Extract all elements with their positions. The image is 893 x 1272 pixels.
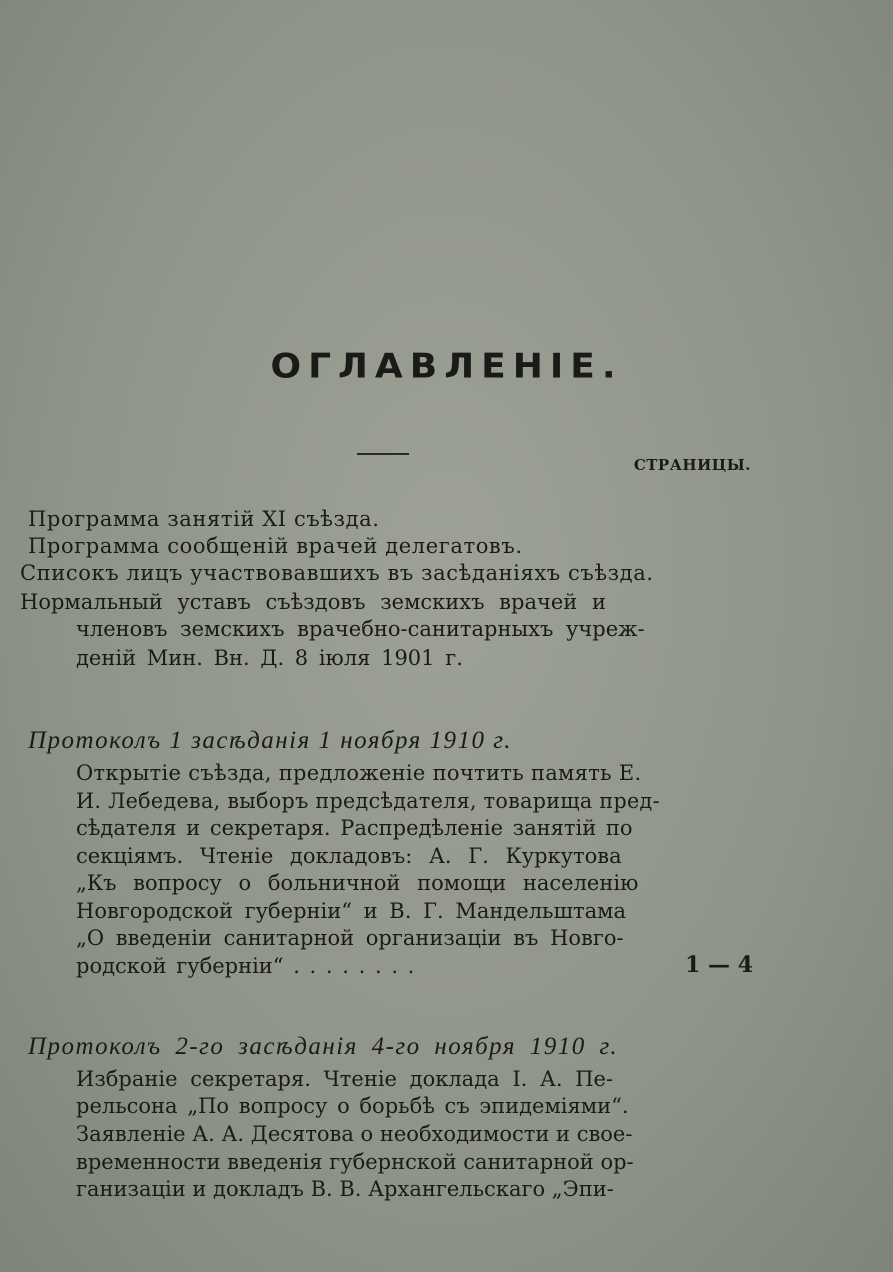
pages-column-header: СТРАНИЦЫ. bbox=[633, 456, 751, 474]
protocol-2-line: временности введенія губернской санитарной ор- bbox=[76, 1150, 634, 1174]
protocol-1-title: Протоколъ 1 засѣданія 1 ноября 1910 г. bbox=[28, 727, 512, 754]
protocol-1-line: „Къ вопросу о больничной помощи населенію bbox=[76, 871, 639, 895]
toc-entry-participants: Списокъ лицъ участвовавшихъ въ засѣданіяхъ съѣзда. bbox=[20, 561, 654, 585]
protocol-1-line: „О введеніи санитарной организаціи въ Новго- bbox=[76, 926, 624, 950]
protocol-1-line: И. Лебедева, выборъ предсѣдателя, товарища пред- bbox=[76, 789, 660, 813]
protocol-1-line: Новгородской губерніи“ и В. Г. Мандельштама bbox=[76, 899, 627, 923]
toc-entry-charter: Нормальный уставъ съѣздовъ земскихъ врачей и bbox=[20, 590, 606, 614]
protocol-2-line: Заявленіе А. А. Десятова о необходимости и свое- bbox=[76, 1122, 633, 1146]
toc-entry-reports: Программа сообщеній врачей делегатовъ. bbox=[28, 534, 523, 558]
toc-entry-charter-cont: членовъ земскихъ врачебно-санитарныхъ учреж- bbox=[76, 617, 645, 641]
protocol-1-line: секціямъ. Чтеніе докладовъ: А. Г. Куркутова bbox=[76, 844, 622, 868]
protocol-2-line: ганизаціи и докладъ В. В. Архангельскаго „Эпи- bbox=[76, 1177, 614, 1201]
protocol-1-line: сѣдателя и секретаря. Распредѣленіе занятій по bbox=[76, 816, 633, 840]
protocol-2-line: рельсона „По вопросу о борьбѣ съ эпидеміями“. bbox=[76, 1094, 629, 1118]
toc-entry-program: Программа занятій XI съѣзда. bbox=[28, 507, 380, 531]
page-title: ОГЛАВЛЕНІЕ. bbox=[270, 347, 623, 386]
protocol-1-line: родской губерніи“ . . . . . . . . bbox=[76, 954, 415, 978]
divider bbox=[357, 453, 409, 455]
protocol-2-title: Протоколъ 2-го засѣданія 4-го ноября 1910 г. bbox=[28, 1033, 619, 1060]
protocol-1-pages: 1 — 4 bbox=[685, 952, 753, 978]
protocol-1-line: Открытіе съѣзда, предложеніе почтить память Е. bbox=[76, 761, 642, 785]
toc-entry-charter-cont: деній Мин. Вн. Д. 8 іюля 1901 г. bbox=[76, 646, 463, 670]
protocol-2-line: Избраніе секретаря. Чтеніе доклада І. А. Пе- bbox=[76, 1067, 614, 1091]
